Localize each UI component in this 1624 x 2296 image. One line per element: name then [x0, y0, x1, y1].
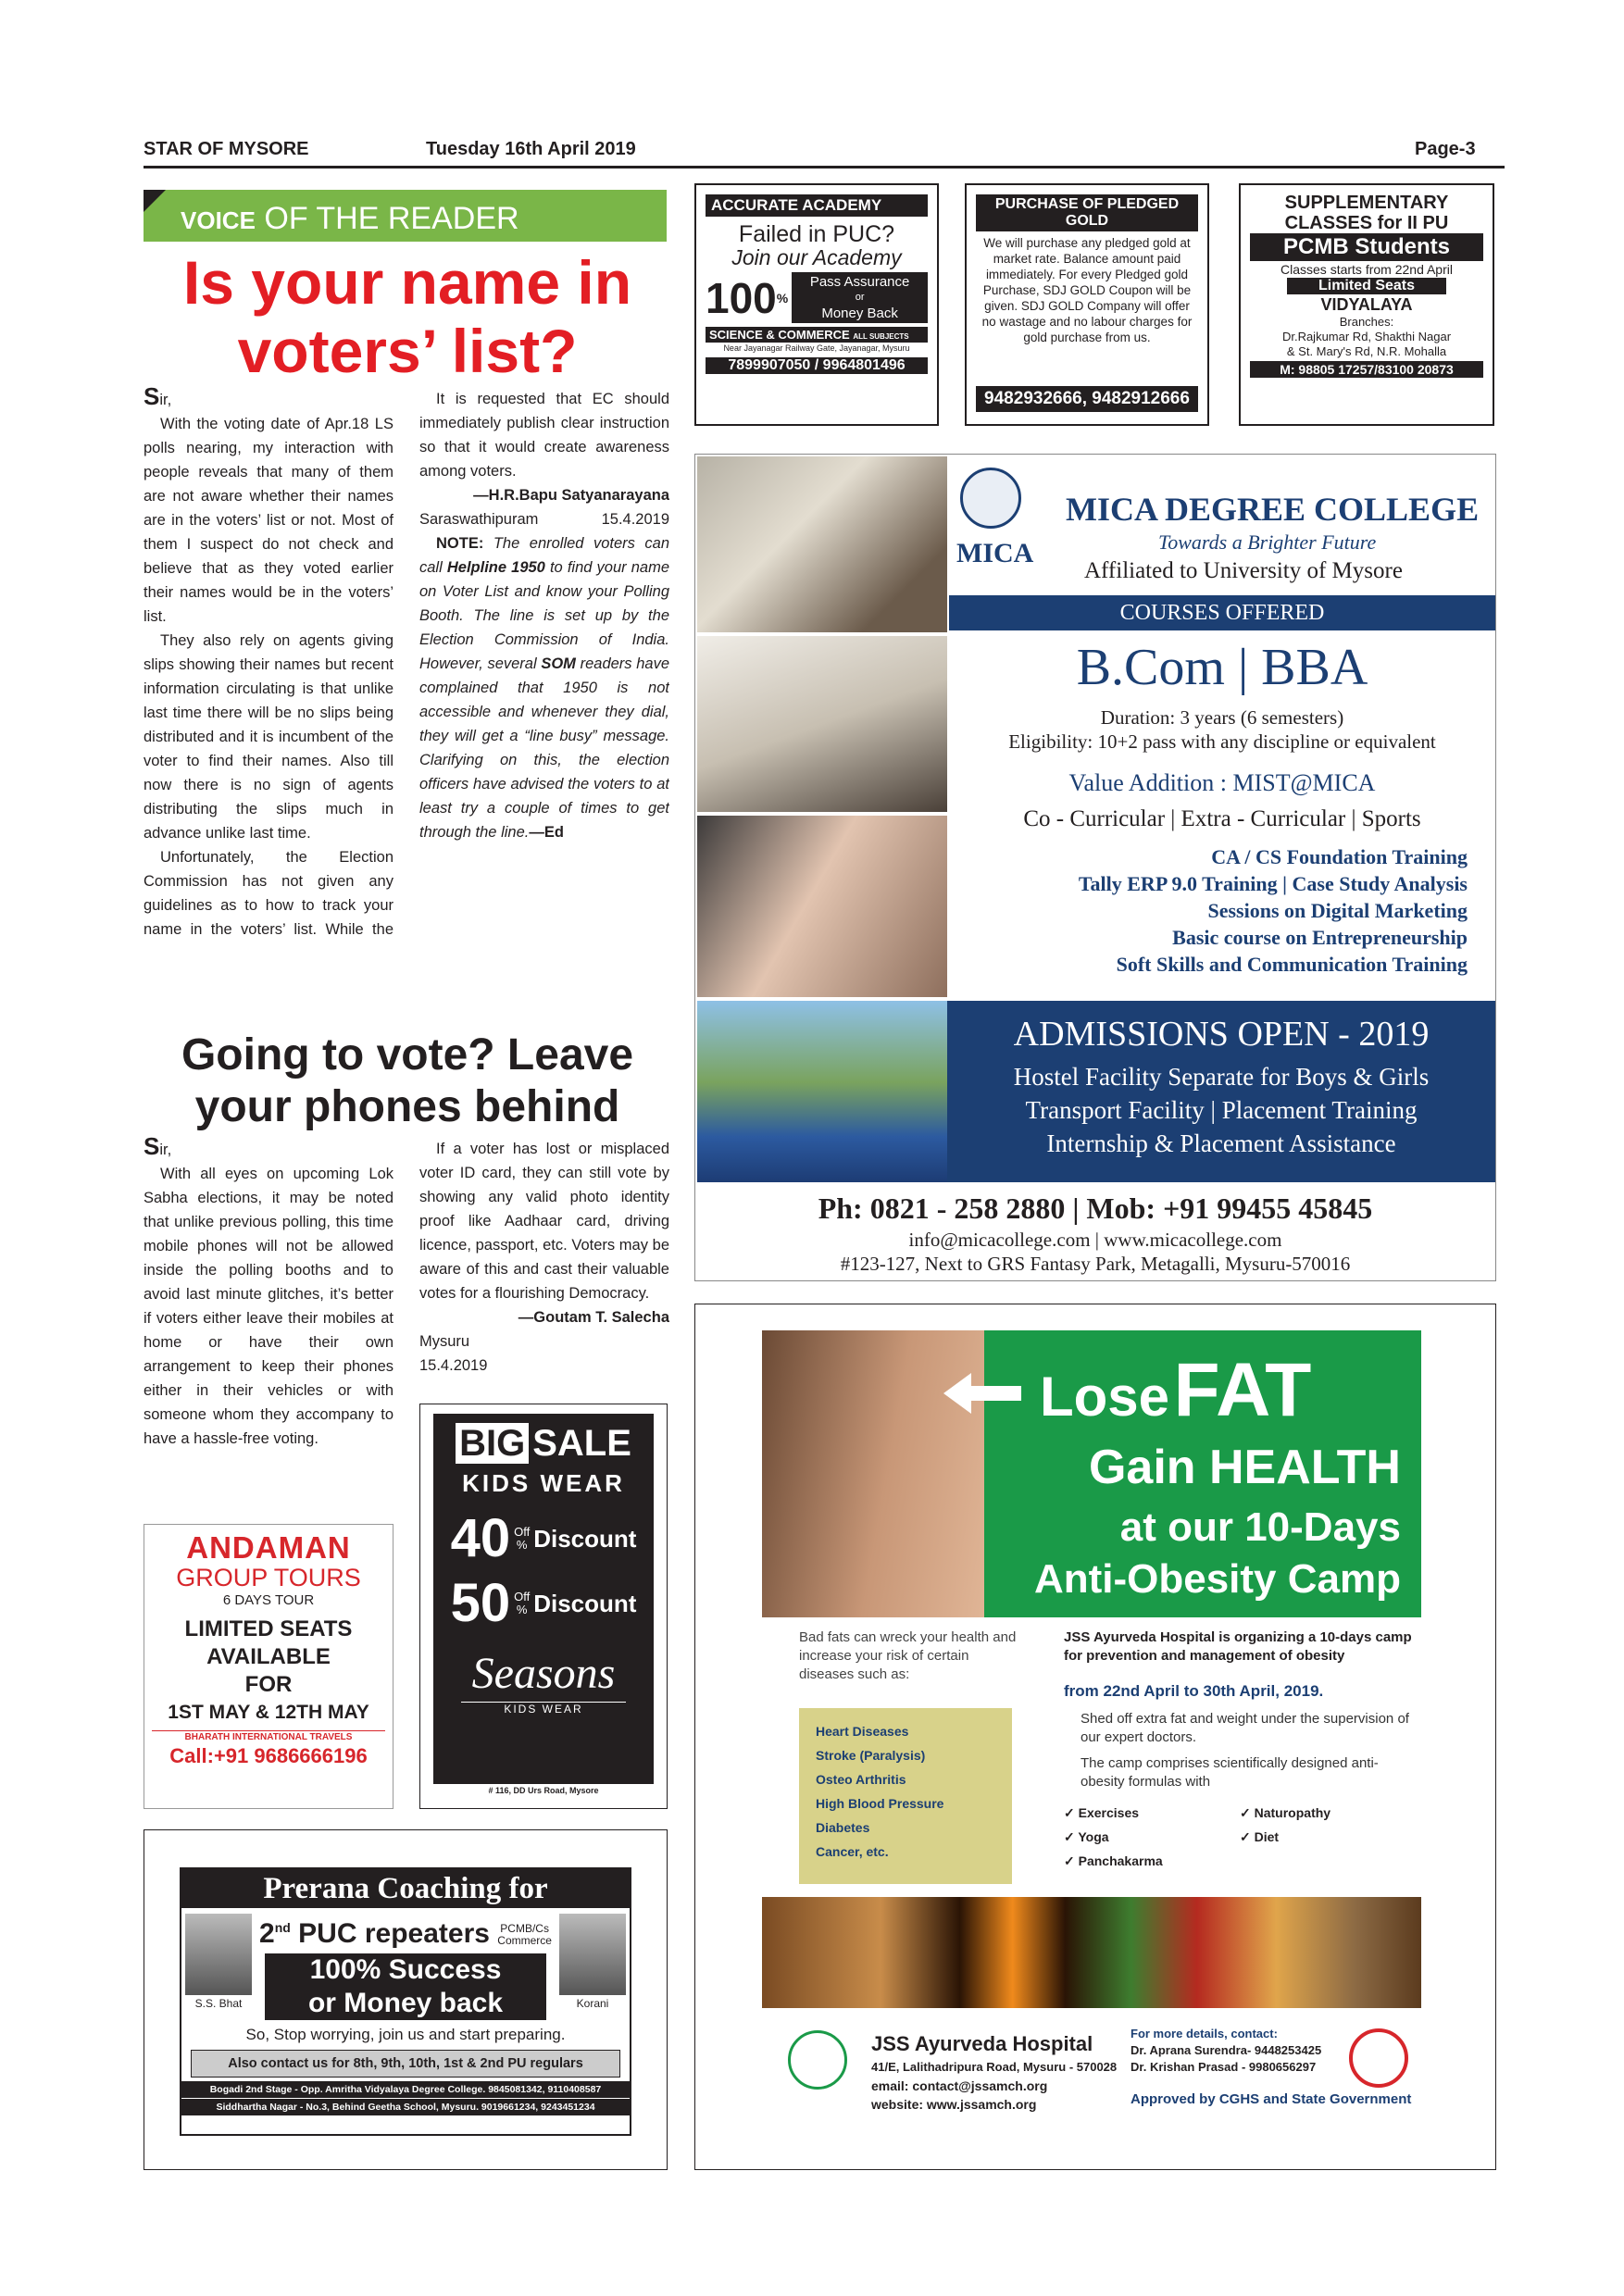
ad-accurate-academy [694, 183, 939, 426]
seasons-pct1: 40 [450, 1508, 511, 1568]
disease-2: Stroke (Paralysis) [816, 1748, 926, 1763]
seasons-pct2: 50 [450, 1573, 511, 1633]
andaman-seats2: AVAILABLE [206, 1644, 331, 1669]
prerana-puc-sup: nd [274, 1920, 291, 1935]
letter2-date: 15.4.2019 [419, 1357, 488, 1374]
mica-affiliated: Affiliated to University of Mysore [1084, 558, 1403, 583]
mica-courses: B.Com | BBA [1076, 639, 1368, 696]
note-text-c: readers have complained that 1950 is not accessible and whenever they dial, they will get a “line busy” message. Clarifying on this, the election officers have advised the voters to at least try a couple of times to get through the line. [419, 655, 669, 841]
prerana-money: or Money back [265, 1987, 546, 2020]
accurate-line2: Join our Academy [731, 245, 902, 269]
classroom-photo-3 [697, 816, 947, 997]
seasons-sale: SALE [532, 1423, 631, 1464]
mica-training-5: Soft Skills and Communication Training [1116, 953, 1468, 976]
prerana-success: 100% Success [265, 1953, 546, 1987]
mica-value-add: Value Addition : MIST@MICA [1068, 769, 1376, 796]
jss-website: website: www.jssamch.org [871, 2097, 1037, 2112]
jss-right-intro: JSS Ayurveda Hospital is organizing a 10-days camp for prevention and management of obesity [1064, 1629, 1412, 1664]
mica-eligibility: Eligibility: 10+2 pass with any discipline or equivalent [1008, 730, 1436, 753]
mica-facility-2: Transport Facility | Placement Training [1025, 1096, 1418, 1124]
check-exercises: Exercises [1078, 1805, 1140, 1820]
jss-gain: Gain HEALTH [1088, 1441, 1401, 1494]
prerana-title: Prerana Coaching for [181, 1869, 630, 1908]
andaman-title1: ANDAMAN [186, 1530, 351, 1565]
andaman-days: 6 DAYS TOUR [222, 1592, 315, 1608]
letter1-col2 [419, 387, 669, 1026]
vid-starts: Classes starts from 22nd April [1280, 262, 1453, 277]
vid-title2: CLASSES for II PU [1284, 213, 1449, 233]
jss-bullet-1: Shed off extra fat and weight under the supervision of our expert doctors. [1081, 1711, 1409, 1745]
seasons-off2: Off [514, 1590, 531, 1603]
letter2-headline: Going to vote? Leave your phones behind [181, 1030, 634, 1131]
mica-admissions: ADMISSIONS OPEN - 2019 [1013, 1015, 1430, 1054]
mica-training-3: Sessions on Digital Marketing [1207, 899, 1468, 922]
jss-email: email: contact@jssamch.org [871, 2078, 1048, 2093]
vid-limited: Limited Seats [1287, 278, 1446, 294]
vid-phones: M: 98805 17257/83100 20873 [1250, 361, 1483, 378]
page-number: Page-3 [1415, 139, 1476, 159]
prerana-streams1: PCMB/Cs [500, 1922, 549, 1936]
check-panchakarma: Panchakarma [1078, 1853, 1163, 1868]
ad-seasons [419, 1404, 668, 1809]
mica-training-2: Tally ERP 9.0 Training | Case Study Analysis [1078, 872, 1468, 895]
mica-address: #123-127, Next to GRS Fantasy Park, Metagalli, Mysuru-570016 [840, 1253, 1351, 1275]
vid-title3: PCMB Students [1250, 233, 1483, 261]
voice-banner [144, 190, 667, 242]
ad-pledged-gold [965, 183, 1209, 426]
disease-4: High Blood Pressure [816, 1796, 944, 1811]
person-photo-korani [559, 1914, 626, 1995]
letter1-dropcap: S [144, 387, 160, 410]
letter1-para-1: With the voting date of Apr.18 LS polls nearing, my interaction with people reveals that many of them are not aware whether their names are in the voters’ list or not. Most of them I suspect do not check and believe that as they voted earlier their names would be in the voters’ list. [144, 416, 394, 625]
person-name-korani: Korani [576, 1997, 609, 2010]
jss-doc1: Dr. Aprana Surendra- 9448253425 [1131, 2043, 1322, 2057]
accurate-streams-small: ALL SUBJECTS [853, 332, 909, 341]
header-rule [144, 166, 1505, 168]
mica-training-1: CA / CS Foundation Training [1211, 845, 1468, 868]
letter1-place-date [419, 507, 669, 531]
seasons-pct-sign2: % [516, 1603, 528, 1616]
person-name-bhat: S.S. Bhat [194, 1997, 243, 2010]
mica-training-4: Basic course on Entrepreneurship [1172, 926, 1468, 949]
andaman-agency: BHARATH INTERNATIONAL TRAVELS [152, 1730, 385, 1744]
letter1-para-3a: Unfortunately, the Election Commission has not given any guidelines as to how to track your name in the voters’ list. While the [144, 849, 394, 938]
vid-branch2: & St. Mary's Rd, N.R. Mohalla [1286, 344, 1447, 358]
letter1-signature: —H.R.Bapu Satyanarayana [473, 487, 669, 504]
disease-3: Osteo Arthritis [816, 1772, 906, 1787]
ad-vidyalaya [1239, 183, 1494, 426]
prerana-addr1: Bogadi 2nd Stage - Opp. Amritha Vidyalaya Degree College. 9845081342, 9110408587 [181, 2081, 630, 2098]
jss-camp1: at our 10-Days [1119, 1504, 1401, 1550]
letter1-note [419, 531, 669, 844]
vid-name: VIDYALAYA [1320, 295, 1413, 314]
accurate-assure: Pass Assurance [809, 274, 910, 290]
jss-logo [788, 2030, 847, 2090]
andaman-for: FOR [244, 1672, 293, 1697]
gold-title: PURCHASE OF PLEDGED GOLD [976, 194, 1198, 231]
letter1-date: 15.4.2019 [601, 511, 669, 528]
accurate-pct: 100 [706, 273, 777, 322]
seasons-address: # 116, DD Urs Road, Mysore [488, 1786, 599, 1795]
letter1-para-2: They also rely on agents giving slips showing their names but recent information circulating is that unlike last time there will be no slips being distributed and it is incumbent of the voter to find their names. Also till now there is no sign of agents distributing the slips much in advance unlike last time. [144, 632, 394, 842]
nabh-badge [1349, 2028, 1408, 2088]
prerana-puc: PUC repeaters [298, 1918, 490, 1949]
mica-logo-text: MICA [956, 538, 1034, 568]
letter2-salutation: ir, [159, 1142, 172, 1158]
mica-logo-emblem [960, 468, 1021, 529]
prerana-streams2: Commerce [497, 1934, 552, 1948]
letter1-place: Saraswathipuram [419, 511, 539, 528]
issue-date: Tuesday 16th April 2019 [426, 139, 636, 159]
jss-address: 41/E, Lalithadripura Road, Mysuru - 570028 [871, 2060, 1118, 2074]
seasons-discount2: Discount [533, 1589, 637, 1617]
letter2-col1 [144, 1137, 394, 1502]
disease-1: Heart Diseases [816, 1724, 909, 1739]
accurate-line1: Failed in PUC? [738, 221, 895, 247]
vid-branch1: Dr.Rajkumar Rd, Shakthi Nagar [1281, 330, 1452, 343]
seasons-discount1: Discount [533, 1524, 637, 1553]
jss-doc2: Dr. Krishan Prasad - 9980656297 [1131, 2060, 1317, 2074]
seasons-brand-sub: KIDS WEAR [461, 1702, 626, 1716]
note-label: NOTE: [436, 535, 484, 552]
note-som: SOM [541, 655, 576, 672]
letter2-para-1: With all eyes on upcoming Lok Sabha elections, it may be noted that unlike previous polling, this time mobile phones will not be allowed inside the polling booths and to avoid last minute glitches, it’s better if voters either leave their mobiles at home or have their own arrangement to keep their phones either in their vehicles or with someone whom they accompany to have a hassle-free voting. [144, 1166, 394, 1447]
accurate-streams: SCIENCE & COMMERCE [709, 328, 850, 342]
seasons-brand: Seasons [471, 1649, 616, 1698]
prerana-contact: Also contact us for 8th, 9th, 10th, 1st & 2nd PU regulars [191, 2050, 620, 2078]
mica-admissions-panel [947, 1001, 1495, 1182]
prerana-addr2: Siddhartha Nagar - No.3, Behind Geetha School, Mysuru. 9019661234, 9243451234 [181, 2098, 630, 2115]
accurate-or: or [855, 292, 865, 303]
jss-details: For more details, contact: [1131, 2027, 1278, 2040]
check-diet: Diet [1254, 1829, 1280, 1844]
prerana-stop: So, Stop worrying, join us and start preparing. [245, 2026, 566, 2043]
letter1-col1 [144, 387, 394, 1026]
seasons-off1: Off [514, 1525, 531, 1539]
mica-trainings [949, 843, 1468, 978]
gold-body: We will purchase any pledged gold at market rate. Balance amount paid immediately. For every Pledged gold Purchase, SDJ GOLD Coupon will be given. SDJ GOLD Company will offer no wastage and no labour charges for gold purchase from us. [981, 236, 1193, 344]
note-ed: —Ed [529, 824, 564, 841]
vid-title1: SUPPLEMENTARY [1284, 193, 1449, 213]
jss-hospital: JSS Ayurveda Hospital [871, 2032, 1093, 2055]
jss-bullet-2: The camp comprises scientifically designed anti-obesity formulas with [1081, 1755, 1379, 1790]
arrow-shaft [969, 1386, 1021, 1401]
voice-label-rest: OF THE READER [255, 201, 519, 236]
jss-disease-box [799, 1708, 1012, 1884]
basketball-photo [697, 1001, 947, 1182]
letter1-salutation: ir, [159, 392, 172, 408]
note-text-b: to find your name on Voter List and know your Polling Booth. The line is set up by the Election Commission of India. However, several [419, 559, 669, 672]
andaman-call: Call:+91 9686666196 [169, 1744, 368, 1767]
classroom-photo-2 [697, 636, 947, 812]
accurate-phones: 7899907050 / 9964801496 [706, 357, 928, 374]
mica-duration: Duration: 3 years (6 semesters) [1100, 706, 1344, 729]
andaman-dates: 1ST MAY & 12TH MAY [168, 1702, 369, 1723]
letter1-headline: Is your name in voters’ list? [182, 248, 632, 385]
ad-andaman [144, 1524, 394, 1809]
jss-green-banner [762, 1330, 1421, 1617]
andaman-title2: GROUP TOURS [176, 1564, 361, 1591]
mica-college-name: MICA DEGREE COLLEGE [1066, 491, 1480, 528]
voice-label-bold: VOICE [181, 206, 256, 234]
letter2-signature: —Goutam T. Salecha [518, 1309, 669, 1326]
ayurveda-photo-strip [762, 1897, 1421, 2008]
accurate-name: ACCURATE ACADEMY [706, 194, 928, 217]
seasons-pct-sign1: % [516, 1538, 528, 1552]
gold-phones: 9482932666, 9482912666 [976, 386, 1198, 412]
disease-6: Cancer, etc. [816, 1844, 889, 1859]
prerana-puc-num: 2 [259, 1918, 275, 1949]
mica-facility-3: Internship & Placement Assistance [1046, 1129, 1396, 1157]
disease-5: Diabetes [816, 1820, 870, 1835]
accurate-money: Money Back [821, 306, 898, 321]
mica-facility-1: Hostel Facility Separate for Boys & Girls [1013, 1063, 1430, 1091]
accurate-address: Near Jayanagar Railway Gate, Jayanagar, Mysuru [723, 343, 910, 353]
jss-fat: FAT [1173, 1348, 1312, 1432]
arrow-left-icon [943, 1373, 971, 1414]
check-yoga: Yoga [1078, 1829, 1109, 1844]
vid-branches: Branches: [1339, 315, 1394, 329]
seasons-big: BIG [456, 1423, 529, 1464]
jss-approved: Approved by CGHS and State Government [1131, 2091, 1412, 2107]
note-helpline: Helpline 1950 [446, 559, 545, 576]
letter2-place: Mysuru [419, 1333, 470, 1350]
letter2-dropcap: S [144, 1137, 160, 1160]
seasons-kids: KIDS WEAR [462, 1469, 625, 1497]
ad-jss: Lose FAT Gain HEALTH at our 10-Days Anti-Obesity Camp Bad fats can wreck your health and increase your risk of certain diseases such as: Heart Diseases Stroke (Paralysis) Osteo Arthritis High Blood Pressure Diabetes Cancer, etc. JSS Ayurveda Hospital is organizing a 10-days camp for prevention and management of obesity from 22nd April to 30th April, 2019. Shed off extra fat and weight under the supervision of our expert doctors. The camp comprises scientifically designed anti-obesity formulas with ✓ Exercises ✓ Naturopathy ✓ Yoga ✓ Diet ✓ Panchakarma JSS Ayurveda Hospital 41/E, Lalithadripura Road, Mysuru - 570028 email: contact@jssamch.org website: www.jssamch.org For more details, contact: Dr. Aprana Surendra- 9448253425 Dr. Krishan Prasad - 9980656297 Approved by CGHS and State Government [694, 1304, 1496, 2170]
jss-left-intro: Bad fats can wreck your health and increase your risk of certain diseases such as: [799, 1629, 1017, 1682]
mica-activities: Co - Curricular | Extra - Curricular | Sports [1023, 806, 1421, 831]
accurate-pct-sign: % [776, 290, 789, 306]
mica-courses-label: COURSES OFFERED [949, 595, 1495, 630]
jss-lose: Lose [1040, 1366, 1170, 1428]
jss-dates: from 22nd April to 30th April, 2019. [1064, 1682, 1324, 1700]
person-photo-bhat [185, 1914, 252, 1995]
note-text-a: The enrolled voters can call [419, 535, 669, 576]
ad-mica [694, 454, 1496, 1281]
jss-camp2: Anti-Obesity Camp [1033, 1556, 1401, 1602]
newspaper-name: STAR OF MYSORE [144, 139, 309, 159]
letter2-para-2: If a voter has lost or misplaced voter ID card, they can still vote by showing any valid photo identity proof like Aadhaar card, driving licence, passport, etc. Voters may be aware of this and cast their valuable votes for a flourishing Democracy. [419, 1141, 669, 1302]
letter1-para-4: It is requested that EC should immediately publish clear instruction so that it would create awareness among voters. [419, 391, 669, 480]
mica-web: info@micacollege.com | www.micacollege.com [908, 1229, 1282, 1251]
check-naturopathy: Naturopathy [1254, 1805, 1331, 1820]
letter2-col2 [419, 1137, 669, 1378]
banner-corner [144, 190, 166, 212]
mica-tagline: Towards a Brighter Future [1158, 530, 1377, 554]
classroom-photo-1 [697, 456, 947, 632]
andaman-seats1: LIMITED SEATS [184, 1616, 353, 1641]
ad-prerana [144, 1829, 668, 2170]
mica-phone: Ph: 0821 - 258 2880 | Mob: +91 99455 45845 [818, 1192, 1373, 1225]
